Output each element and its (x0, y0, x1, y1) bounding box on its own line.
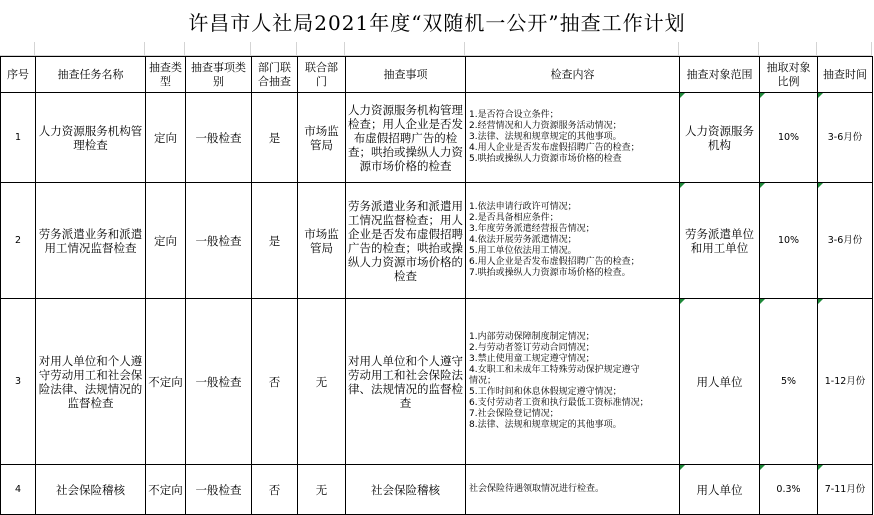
cell-item: 人力资源服务机构管理检查；用人企业是否发布虚假招聘广告的检查；哄抬或操纵人力资源市场价格的检查 (346, 93, 466, 183)
table-row (1, 93, 873, 183)
cell-joint: 否 (252, 465, 298, 515)
header-no: 序号 (1, 57, 36, 93)
cell-no: 2 (1, 183, 36, 299)
cell-task: 对用人单位和个人遵守劳动用工和社会保险法律、法规情况的监督检查 (36, 299, 146, 465)
cell-ratio: 5% (760, 299, 818, 465)
cell-ratio: 0.3% (760, 465, 818, 515)
cell-scope: 用人单位 (680, 299, 760, 465)
cell-dept: 市场监管局 (298, 93, 346, 183)
cell-scope: 劳务派遣单位和用工单位 (680, 183, 760, 299)
empty-grid-row (0, 42, 874, 56)
cell-joint: 是 (252, 93, 298, 183)
cell-item: 社会保险稽核 (346, 465, 466, 515)
cell-time: 3-6月份 (818, 183, 873, 299)
cell-no: 3 (1, 299, 36, 465)
cell-content (466, 465, 680, 515)
cell-task: 社会保险稽核 (36, 465, 146, 515)
cell-ratio: 10% (760, 183, 818, 299)
header-time: 抽查时间 (818, 57, 873, 93)
header-type: 抽查类型 (146, 57, 186, 93)
cell-task: 人力资源服务机构管理检查 (36, 93, 146, 183)
cell-category: 一般检查 (186, 183, 252, 299)
cell-category: 一般检查 (186, 465, 252, 515)
cell-category: 一般检查 (186, 93, 252, 183)
content-line: 社会保险待遇领取情况进行检查。 (469, 484, 605, 494)
cell-type: 定向 (146, 183, 186, 299)
cell-type: 不定向 (146, 465, 186, 515)
cell-content (466, 93, 680, 183)
header-item: 抽查事项 (346, 57, 466, 93)
content-line: 5.用工单位依法用工情况。 (469, 246, 577, 256)
inspection-plan-table (0, 56, 873, 515)
content-line: 1.依法申请行政许可情况； (469, 202, 577, 212)
header-row (1, 57, 873, 93)
header-content: 检查内容 (466, 57, 680, 93)
cell-type: 不定向 (146, 299, 186, 465)
header-task: 抽查任务名称 (36, 57, 146, 93)
cell-time: 7-11月份 (818, 465, 873, 515)
header-dept: 联合部门 (298, 57, 346, 93)
cell-scope: 人力资源服务机构 (680, 93, 760, 183)
content-line: 1.内部劳动保障制度制定情况； (469, 332, 595, 342)
cell-dept: 市场监管局 (298, 183, 346, 299)
cell-joint: 是 (252, 183, 298, 299)
cell-joint: 否 (252, 299, 298, 465)
content-line: 5.哄抬或操纵人力资源市场价格的检查 (469, 154, 622, 164)
cell-dept: 无 (298, 299, 346, 465)
content-line: 8.法律、法规和规章规定的其他事项。 (469, 420, 622, 430)
header-scope: 抽查对象范围 (680, 57, 760, 93)
content-line: 3.年度劳务派遣经营报告情况； (469, 224, 595, 234)
content-line: 4.女职工和未成年工特殊劳动保护规定遵守 (469, 365, 640, 375)
cell-no: 4 (1, 465, 36, 515)
cell-item: 对用人单位和个人遵守劳动用工和社会保险法律、法规情况的监督检查 (346, 299, 466, 465)
content-line: 4.用人企业是否发布虚假招聘广告的检查； (469, 143, 640, 153)
content-line: 7.社会保险登记情况； (469, 409, 559, 419)
content-line: 7.哄抬或操纵人力资源市场价格的检查。 (469, 268, 631, 278)
cell-item: 劳务派遣业务和派遣用工情况监督检查；用人企业是否发布虚假招聘广告的检查；哄抬或操纵人力资源市场价格的检查 (346, 183, 466, 299)
content-line: 2.与劳动者签订劳动合同情况； (469, 343, 595, 353)
content-line: 情况； (469, 376, 497, 386)
content-line: 6.用人企业是否发布虚假招聘广告的检查； (469, 257, 640, 267)
cell-ratio: 10% (760, 93, 818, 183)
cell-task: 劳务派遣业务和派遣用工情况监督检查 (36, 183, 146, 299)
content-line: 2.是否具备相应条件； (469, 213, 559, 223)
cell-dept: 无 (298, 465, 346, 515)
content-line: 2.经营情况和人力资源服务活动情况； (469, 121, 622, 131)
document-title: 许昌市人社局2021年度“双随机一公开”抽查工作计划 (188, 10, 686, 35)
content-line: 4.依法开展劳务派遣情况； (469, 235, 577, 245)
cell-type: 定向 (146, 93, 186, 183)
cell-category: 一般检查 (186, 299, 252, 465)
content-line: 3.法律、法规和规章规定的其他事项。 (469, 132, 622, 142)
content-line: 5.工作时间和休息休假规定遵守情况； (469, 387, 622, 397)
header-category: 抽查事项类别 (186, 57, 252, 93)
content-line: 3.禁止使用童工规定遵守情况； (469, 354, 595, 364)
cell-content (466, 299, 680, 465)
cell-time: 3-6月份 (818, 93, 873, 183)
cell-scope: 用人单位 (680, 465, 760, 515)
cell-no: 1 (1, 93, 36, 183)
cell-content (466, 183, 680, 299)
table-row (1, 183, 873, 299)
cell-time: 1-12月份 (818, 299, 873, 465)
table-row (1, 299, 873, 465)
table-row (1, 465, 873, 515)
content-line: 6.支付劳动者工资和执行最低工资标准情况； (469, 398, 649, 408)
header-joint: 部门联合抽查 (252, 57, 298, 93)
header-ratio: 抽取对象比例 (760, 57, 818, 93)
content-line: 1.是否符合设立条件； (469, 110, 559, 120)
